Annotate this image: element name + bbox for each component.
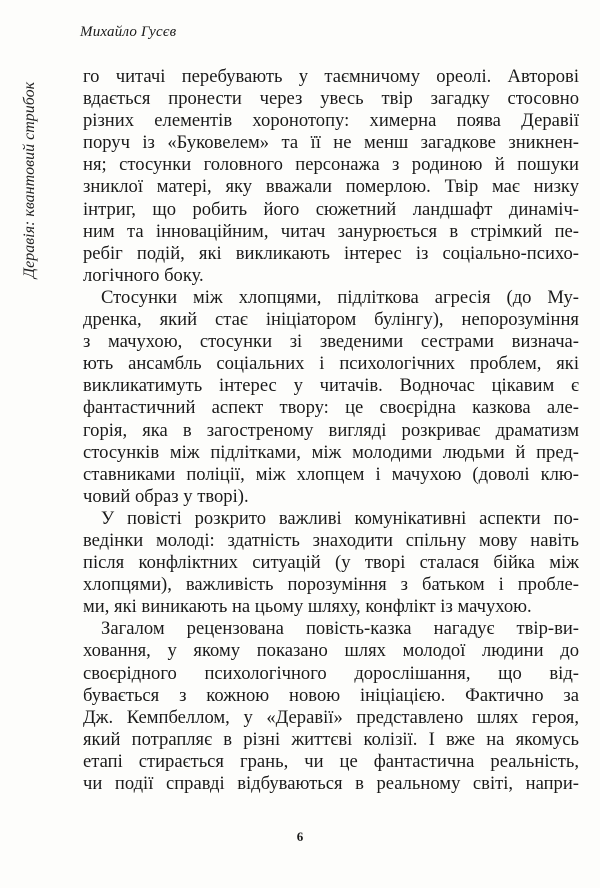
text-line: ють ансамбль соціальних і психологічних проблем, які xyxy=(83,353,579,375)
text-line: своєрідного психологічного дорослішання, що від- xyxy=(83,662,579,684)
text-line: бувається з кожною новою ініціацією. Фактично за xyxy=(83,684,579,706)
paragraph xyxy=(83,287,579,508)
text-line: Стосунки між хлопцями, підліткова агресія (до Му- xyxy=(101,286,579,308)
running-header-author: Михайло Гусєв xyxy=(80,24,177,40)
text-line: човий образ у творі). xyxy=(83,485,249,507)
text-line: після конфліктних ситуацій (у творі сталася бійка між xyxy=(83,552,579,574)
text-line: Загалом рецензована повість-казка нагадує твір-ви- xyxy=(101,618,579,640)
text-line: ставниками поліції, між хлопцем і мачухою (доволі клю- xyxy=(83,463,579,485)
text-line: вдається пронести через увесь твір загадку стосовно xyxy=(83,88,579,110)
text-line: який потрапляє в різні життєві колізії. І вже на якомусь xyxy=(83,728,579,750)
text-line: стосунків між підлітками, між молодими людьми й пред- xyxy=(83,441,579,463)
text-line: чи події справді відбуваються в реальному світі, напри- xyxy=(83,773,579,794)
text-line: зниклої матері, яку вважали померлою. Твір має низку xyxy=(83,176,579,198)
text-line: дренка, який стає ініціатором булінгу), непорозуміння xyxy=(83,309,579,331)
text-line: У повісті розкрито важливі комунікативні аспекти по- xyxy=(101,507,579,529)
body-text xyxy=(83,66,579,795)
text-line: ня; стосунки головного персонажа з родиною й пошуки xyxy=(83,154,579,176)
text-line: Дж. Кемпбеллом, у «Деравії» представлено шлях героя, xyxy=(83,706,579,728)
paragraph xyxy=(83,66,579,287)
running-side-title: Деравія: квантовий стрибок xyxy=(21,81,38,279)
text-line: ребіг подій, які викликають інтерес із соціально-психо- xyxy=(83,242,579,264)
text-line: ми, які виникають на цьому шляху, конфлікт із мачухою. xyxy=(83,596,532,618)
page-number: 6 xyxy=(296,829,304,844)
paragraph xyxy=(83,618,579,795)
text-line: поруч із «Буковелем» та її не менш загадкове зникнен- xyxy=(83,132,579,154)
text-line: ним та інноваційним, читач занурюється в стрімкий пе- xyxy=(83,220,579,242)
text-line: різних елементів хоронотопу: химерна поява Деравії xyxy=(83,110,579,132)
text-line: з мачухою, стосунки зі зведеними сестрами визнача- xyxy=(83,331,579,353)
paragraph xyxy=(83,508,579,618)
text-line: ховання, у якому показано шлях молодої людини до xyxy=(83,640,579,662)
text-line: логічного боку. xyxy=(83,264,204,286)
text-line: викликатимуть інтерес у читачів. Водночас цікавим є xyxy=(83,375,579,397)
text-line: інтриг, що робить його сюжетний ландшафт динаміч- xyxy=(83,198,579,220)
text-line: фантастичний аспект твору: це своєрідна казкова але- xyxy=(83,397,579,419)
text-line: го читачі перебувають у таємничому ореолі. Авторові xyxy=(83,66,579,87)
text-line: горія, яка в загостреному вигляді розкриває драматизм xyxy=(83,419,579,441)
text-line: хлопцями), важливість порозуміння з батьком і пробле- xyxy=(83,574,579,596)
text-line: етапі стирається грань, чи це фантастична реальність, xyxy=(83,750,579,772)
text-line: ведінки молоді: здатність знаходити спільну мову навіть xyxy=(83,529,579,551)
